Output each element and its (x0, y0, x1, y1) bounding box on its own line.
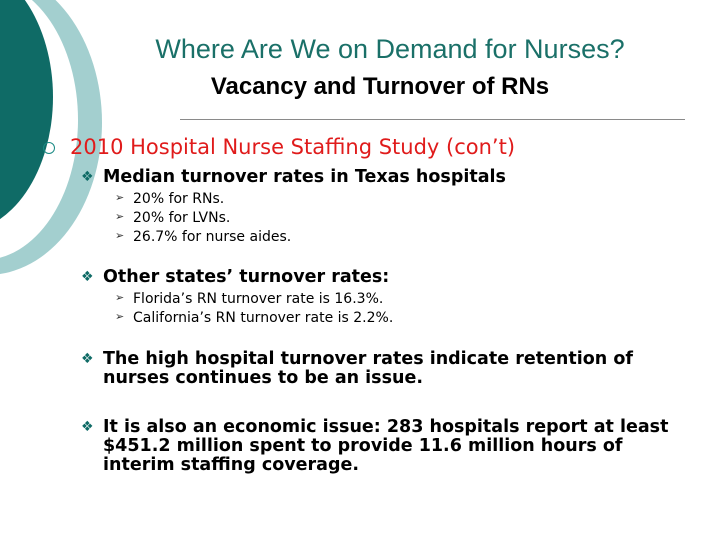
bullet-level1: 2010 Hospital Nurse Staffing Study (con’t) (70, 135, 516, 159)
diamond-bullet-icon: ❖ (81, 419, 94, 435)
bullet-median-turnover-text: Median turnover rates in Texas hospitals (103, 167, 506, 187)
list-item-rn (115, 191, 225, 207)
list-item-aides-text: 26.7% for nurse aides. (133, 229, 292, 245)
bullet-economic (81, 417, 698, 475)
list-item-aides (115, 229, 292, 245)
circle-outline-icon (43, 142, 55, 154)
diamond-bullet-icon: ❖ (81, 169, 94, 185)
list-item-california-text: California’s RN turnover rate is 2.2%. (133, 310, 394, 326)
title-divider (180, 119, 685, 120)
list-item-lvn-text: 20% for LVNs. (133, 210, 231, 226)
diamond-bullet-icon: ❖ (81, 351, 94, 367)
arrow-bullet-icon: ➢ (115, 210, 125, 223)
bullet-median-turnover (81, 167, 703, 187)
slide-title: Where Are We on Demand for Nurses? (155, 34, 625, 64)
arrow-bullet-icon: ➢ (115, 291, 125, 304)
list-item-rn-text: 20% for RNs. (133, 191, 225, 207)
arrow-bullet-icon: ➢ (115, 229, 125, 242)
arrow-bullet-icon: ➢ (115, 310, 125, 323)
list-item-california (115, 310, 394, 326)
slide-subtitle: Vacancy and Turnover of RNs (210, 73, 550, 100)
arrow-bullet-icon: ➢ (115, 191, 125, 204)
list-item-lvn (115, 210, 231, 226)
diamond-bullet-icon: ❖ (81, 269, 94, 285)
bullet-economic-text: It is also an economic issue: 283 hospitals report at least $451.2 million spent to provide 11.6 million hours of interim staffing coverage. (103, 417, 669, 475)
bullet-retention (81, 349, 693, 388)
list-item-florida-text: Florida’s RN turnover rate is 16.3%. (133, 291, 384, 307)
bullet-other-states (81, 267, 703, 287)
bullet-retention-text: The high hospital turnover rates indicate retention of nurses continues to be an issue. (103, 349, 633, 388)
list-item-florida (115, 291, 384, 307)
bullet-other-states-text: Other states’ turnover rates: (103, 267, 390, 287)
